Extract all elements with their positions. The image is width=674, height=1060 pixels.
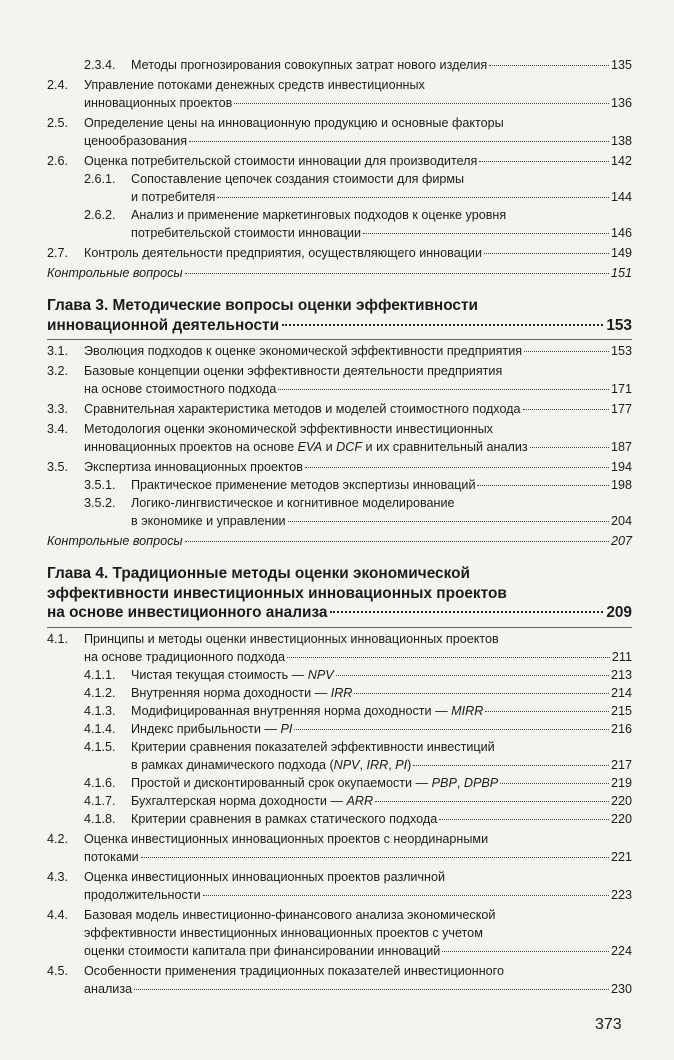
- entry-title: Логико-лингвистическое и когнитивное моделирование: [131, 496, 455, 510]
- section-number: 4.1.4.: [84, 721, 116, 736]
- dot-leader: [439, 819, 609, 820]
- entry-title: Эволюция подходов к оценке экономической эффективности предприятия: [84, 344, 523, 358]
- entry-page: 171: [610, 382, 632, 396]
- entry-title: Определение цены на инновационную продукцию и основные факторы: [84, 116, 504, 130]
- entry-title: Контроль деятельности предприятия, осуществляющего инновации: [84, 246, 482, 260]
- chapter-page: 153: [606, 316, 632, 334]
- entry-page: 216: [610, 721, 632, 736]
- toc-entry[interactable]: [47, 420, 632, 456]
- entry-page: 138: [610, 134, 632, 148]
- dot-leader: [523, 409, 609, 410]
- entry-page: 221: [610, 849, 632, 864]
- section-number: 3.5.2.: [84, 496, 116, 510]
- dot-leader: [375, 801, 609, 802]
- dot-leader: [234, 103, 609, 104]
- chapter-page: 209: [606, 604, 632, 621]
- entry-page: 153: [610, 344, 632, 358]
- toc-entry[interactable]: [47, 494, 632, 530]
- chapter-title-line: инновационной деятельности: [47, 316, 280, 334]
- entry-page: 187: [610, 440, 632, 454]
- section-number: 4.1.1.: [84, 667, 116, 682]
- entry-page: 223: [610, 887, 632, 902]
- toc-entry[interactable]: [47, 244, 632, 262]
- entry-title: инновационных проектов на основе EVA и DCF и их сравнительный анализ: [84, 440, 528, 454]
- review-questions-entry[interactable]: [47, 264, 632, 282]
- dot-leader: [185, 541, 609, 542]
- entry-page: 177: [610, 402, 632, 416]
- entry-page: 220: [610, 811, 632, 826]
- toc-entry[interactable]: [47, 458, 632, 476]
- review-questions-entry[interactable]: [47, 532, 632, 550]
- chapter-title-line: Глава 3. Методические вопросы оценки эффективности: [47, 297, 478, 314]
- toc-entry[interactable]: [47, 774, 632, 792]
- section-number: 4.1.2.: [84, 685, 116, 700]
- table-of-contents: [47, 56, 632, 998]
- section-number: 4.1.: [47, 631, 69, 646]
- dot-leader: [477, 485, 609, 486]
- entry-page: 204: [610, 514, 632, 528]
- entry-title: Контрольные вопросы: [47, 534, 183, 548]
- entry-page: 142: [610, 154, 632, 168]
- chapter-heading[interactable]: [47, 564, 632, 623]
- section-number: 4.4.: [47, 907, 69, 922]
- entry-title: Оценка инвестиционных инновационных проектов различной: [84, 869, 446, 884]
- toc-entry[interactable]: [47, 810, 632, 828]
- entry-title: Управление потоками денежных средств инвестиционных: [84, 78, 425, 92]
- section-rule: [47, 339, 632, 340]
- entry-title: на основе традиционного подхода: [84, 649, 286, 664]
- section-number: 3.5.: [47, 460, 69, 474]
- toc-entry[interactable]: [47, 400, 632, 418]
- dot-leader: [141, 857, 609, 858]
- section-number: 2.6.1.: [84, 172, 116, 186]
- chapter-heading[interactable]: [47, 296, 632, 335]
- section-number: 4.1.8.: [84, 811, 116, 826]
- entry-title: Практическое применение методов экспертизы инноваций: [131, 478, 476, 492]
- dot-leader: [442, 951, 609, 952]
- entry-title: Оценка потребительской стоимости инновации для производителя: [84, 154, 478, 168]
- section-rule: [47, 627, 632, 628]
- entry-page: 213: [610, 667, 632, 682]
- chapter-title-line: Глава 4. Традиционные методы оценки экономической: [47, 565, 470, 582]
- dot-leader: [287, 657, 610, 658]
- entry-page: 135: [610, 58, 632, 72]
- entry-title: Контрольные вопросы: [47, 266, 183, 280]
- dot-leader: [203, 895, 609, 896]
- entry-title: и потребителя: [131, 190, 216, 204]
- section-number: 3.4.: [47, 422, 69, 436]
- entry-page: 149: [610, 246, 632, 260]
- section-number: 4.1.3.: [84, 703, 116, 718]
- toc-entry[interactable]: [47, 684, 632, 702]
- entry-title: инновационных проектов: [84, 96, 233, 110]
- entry-title: Простой и дисконтированный срок окупаемости — PBP, DPBP: [131, 775, 499, 790]
- dot-leader: [185, 273, 609, 274]
- entry-title: Критерии сравнения показателей эффективности инвестиций: [131, 739, 495, 754]
- entry-title: Модифицированная внутренняя норма доходности — MIRR: [131, 703, 484, 718]
- section-number: 3.3.: [47, 402, 69, 416]
- section-number: 3.5.1.: [84, 478, 116, 492]
- entry-title: ценообразования: [84, 134, 188, 148]
- entry-page: 136: [610, 96, 632, 110]
- entry-title: Сопоставление цепочек создания стоимости для фирмы: [131, 172, 465, 186]
- entry-title: на основе стоимостного подхода: [84, 382, 277, 396]
- toc-entry[interactable]: [47, 720, 632, 738]
- entry-page: 198: [610, 478, 632, 492]
- section-number: 3.1.: [47, 344, 69, 358]
- dot-leader: [500, 783, 609, 784]
- section-number: 4.3.: [47, 869, 69, 884]
- dot-leader: [294, 729, 609, 730]
- entry-title: Экспертиза инновационных проектов: [84, 460, 303, 474]
- entry-page: 230: [610, 981, 632, 996]
- dot-leader: [530, 447, 609, 448]
- entry-title: потоками: [84, 849, 139, 864]
- toc-entry[interactable]: [47, 962, 632, 998]
- section-number: 4.1.6.: [84, 775, 116, 790]
- entry-page: 194: [610, 460, 632, 474]
- toc-entry[interactable]: [47, 630, 632, 666]
- section-number: 2.5.: [47, 116, 69, 130]
- entry-title: потребительской стоимости инновации: [131, 226, 362, 240]
- dot-leader: [485, 711, 609, 712]
- section-number: 2.6.: [47, 154, 69, 168]
- entry-page: 207: [610, 534, 632, 548]
- entry-page: 146: [610, 226, 632, 240]
- toc-entry[interactable]: [47, 152, 632, 170]
- entry-page: 151: [610, 266, 632, 280]
- section-number: 4.1.5.: [84, 739, 116, 754]
- toc-entry[interactable]: [47, 868, 632, 904]
- section-number: 4.2.: [47, 831, 69, 846]
- section-number: 3.2.: [47, 364, 69, 378]
- entry-title: Оценка инвестиционных инновационных проектов с неординарными: [84, 831, 489, 846]
- entry-title: Принципы и методы оценки инвестиционных инновационных проектов: [84, 631, 499, 646]
- dot-leader: [363, 233, 609, 234]
- toc-entry[interactable]: [47, 206, 632, 242]
- dot-leader: [217, 197, 609, 198]
- entry-page: 219: [610, 775, 632, 790]
- entry-title: в экономике и управлении: [131, 514, 286, 528]
- toc-entry[interactable]: [47, 906, 632, 960]
- toc-entry[interactable]: [47, 476, 632, 494]
- section-number: 2.7.: [47, 246, 69, 260]
- toc-entry[interactable]: [47, 56, 632, 74]
- entry-title: продолжительности: [84, 887, 201, 902]
- dot-leader: [278, 389, 609, 390]
- toc-entry[interactable]: [47, 170, 632, 206]
- entry-page: 217: [610, 757, 632, 772]
- entry-page: 215: [610, 703, 632, 718]
- entry-title: Чистая текущая стоимость — NPV: [131, 667, 334, 682]
- dot-leader: [288, 521, 609, 522]
- entry-page: 214: [610, 685, 632, 700]
- entry-title: Сравнительная характеристика методов и моделей стоимостного подхода: [84, 402, 521, 416]
- entry-title: Базовые концепции оценки эффективности деятельности предприятия: [84, 364, 503, 378]
- toc-entry[interactable]: [47, 76, 632, 112]
- entry-title: Анализ и применение маркетинговых подходов к оценке уровня: [131, 208, 507, 222]
- dot-leader: [305, 467, 609, 468]
- dot-leader: [354, 693, 609, 694]
- entry-title: Индекс прибыльности — PI: [131, 721, 293, 736]
- entry-title: в рамках динамического подхода (NPV, IRR, PI): [131, 757, 412, 772]
- toc-entry[interactable]: [47, 666, 632, 684]
- entry-title: Базовая модель инвестиционно-финансового анализа экономической: [84, 907, 496, 922]
- entry-page: 211: [611, 649, 632, 664]
- entry-title: Бухгалтерская норма доходности — ARR: [131, 793, 374, 808]
- entry-title: эффективности инвестиционных инновационных проектов с учетом: [84, 925, 483, 940]
- toc-entry[interactable]: [47, 362, 632, 398]
- entry-page: 224: [610, 943, 632, 958]
- section-number: 4.5.: [47, 963, 69, 978]
- chapter-title-line: эффективности инвестиционных инновационных проектов: [47, 584, 507, 602]
- section-number: 2.4.: [47, 78, 69, 92]
- dot-leader: [336, 675, 609, 676]
- toc-entry[interactable]: [47, 702, 632, 720]
- toc-entry[interactable]: [47, 830, 632, 866]
- entry-title: Методы прогнозирования совокупных затрат нового изделия: [131, 58, 488, 72]
- toc-entry[interactable]: [47, 738, 632, 774]
- toc-entry[interactable]: [47, 114, 632, 150]
- section-number: 2.3.4.: [84, 58, 116, 72]
- entry-page: 220: [610, 793, 632, 808]
- entry-title: Особенности применения традиционных показателей инвестиционного: [84, 963, 504, 978]
- dot-leader: [484, 253, 609, 254]
- entry-title: оценки стоимости капитала при финансировании инноваций: [84, 943, 441, 958]
- dot-leader: [189, 141, 609, 142]
- dot-leader: [134, 989, 609, 990]
- entry-page: 144: [610, 190, 632, 204]
- toc-entry[interactable]: [47, 792, 632, 810]
- section-number: 4.1.7.: [84, 793, 116, 808]
- chapter-title-line: на основе инвестиционного анализа: [47, 604, 328, 621]
- entry-title: анализа: [84, 981, 133, 996]
- dot-leader: [479, 161, 609, 162]
- dot-leader: [413, 765, 609, 766]
- toc-entry[interactable]: [47, 342, 632, 360]
- entry-title: Внутренняя норма доходности — IRR: [131, 685, 353, 700]
- page-number: 373: [595, 1016, 622, 1033]
- dot-leader: [524, 351, 609, 352]
- dot-leader: [489, 65, 609, 66]
- entry-title: Критерии сравнения в рамках статического подхода: [131, 811, 438, 826]
- entry-title: Методология оценки экономической эффективности инвестиционных: [84, 422, 493, 436]
- section-number: 2.6.2.: [84, 208, 116, 222]
